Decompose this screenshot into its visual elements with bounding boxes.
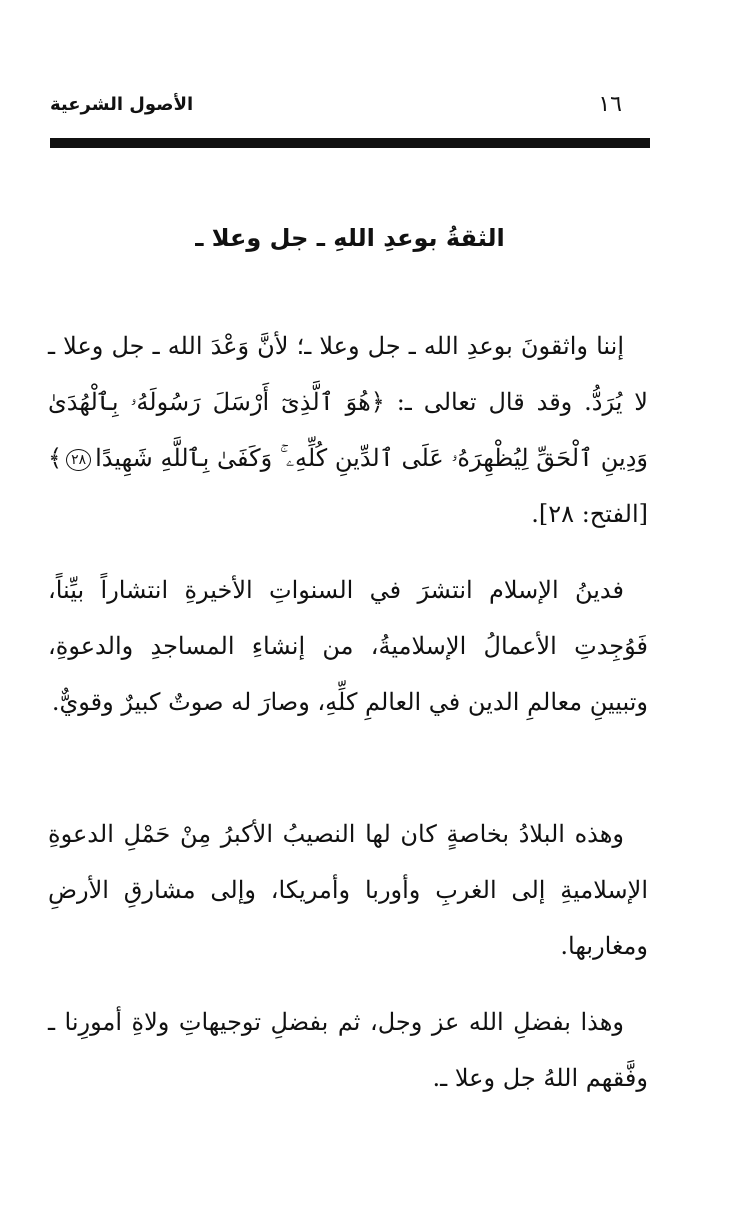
paragraph-4-text: وهذا بفضلِ الله عز وجل، ثم بفضلِ توجيهاتِ ولاةِ أمورِنا ـ وفَّقهم اللهُ جل وعلا ـ.	[48, 1008, 648, 1092]
paragraph-1	[48, 318, 648, 542]
page-number: ١٦	[598, 92, 622, 117]
paragraph-3	[48, 806, 648, 974]
running-title: الأصول الشرعية	[50, 94, 194, 115]
paragraph-3-text: وهذه البلادُ بخاصةٍ كان لها النصيبُ الأكبرُ مِنْ حَمْلِ الدعوةِ الإسلاميةِ إلى الغربِ وأوربا وأمريكا، وإلى مشارقِ الأرضِ ومغاربها.	[48, 820, 648, 960]
paragraph-2	[48, 562, 648, 730]
paragraph-2-text: فدينُ الإسلام انتشرَ في السنواتِ الأخيرةِ انتشاراً بيِّناً، فَوُجِدتِ الأعمالُ الإسلاميةُ، من إنشاءِ المساجدِ والدعوةِ، وتبيينِ معالمِ الدين في العالمِ كلِّهِ، وصارَ له صوتٌ كبيرٌ وقويٌّ.	[48, 576, 648, 716]
ayah-number: ٢٨	[66, 449, 91, 471]
paragraph-1-intro: إننا واثقونَ بوعدِ الله ـ جل وعلا ـ؛ لأنَّ وَعْدَ الله ـ جل وعلا ـ لا يُرَدُّ. وقد قال تعالى ـ: ﴿	[48, 332, 648, 416]
verse-citation: ﴾ [الفتح: ٢٨].	[48, 444, 648, 528]
section-title: الثقةُ بوعدِ اللهِ ـ جل وعلا ـ	[195, 224, 505, 252]
paragraph-4	[48, 994, 648, 1106]
page-header	[50, 92, 650, 122]
header-rule	[50, 138, 650, 148]
quran-verse: هُوَ ٱلَّذِىٓ أَرْسَلَ رَسُولَهُۥ بِٱلْهُدَىٰ وَدِينِ ٱلْحَقِّ لِيُظْهِرَهُۥ عَلَى ٱلدِّينِ كُلِّهِۦ ۚ وَكَفَىٰ بِٱللَّهِ شَهِيدًا	[48, 388, 648, 472]
